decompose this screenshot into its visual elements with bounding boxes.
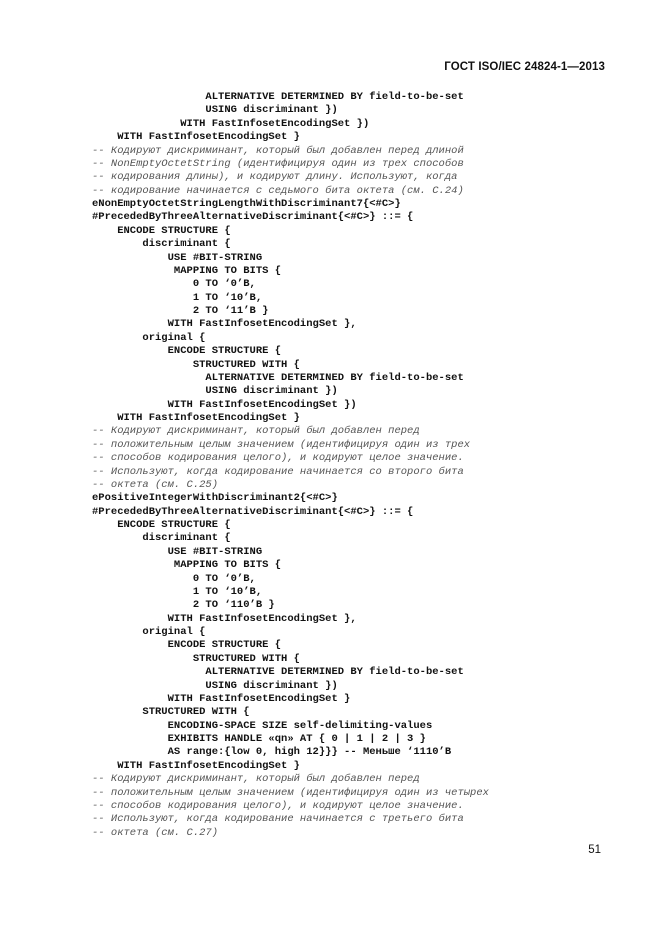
code-comment-line: -- способов кодирования целого), и кодируют целое значение. [92,799,464,812]
code-line: 2 TO ‘110’B } [92,599,275,612]
code-comment-line: -- Используют, когда кодирование начинается с третьего бита [92,813,464,826]
code-line: #PrecededByThreeAlternativeDiscriminant{<#C>} ::= { [92,211,414,224]
code-comment-line: -- способов кодирования целого), и кодируют целое значение. [92,452,464,465]
code-line: AS range:{low 0, high 12}}} -- Меньше ‘1110’B [92,746,452,759]
code-comment-line: -- Кодируют дискриминант, который был добавлен перед [92,425,420,438]
code-line: ENCODE STRUCTURE { [92,224,231,237]
code-comment-line: -- Кодируют дискриминант, который был добавлен перед [92,773,420,786]
code-line: original { [92,626,206,638]
code-comment-line: -- Кодируют дискриминант, который был добавлен перед длиной [92,144,464,157]
code-line: USE #BIT-STRING [92,251,263,264]
code-line: ALTERNATIVE DETERMINED BY field-to-be-set [92,666,464,679]
code-line: STRUCTURED WITH { [92,706,250,719]
code-line: original { [92,331,206,344]
code-line: 1 TO ‘10’B, [92,585,263,598]
document-header: ГОСТ ISO/IEC 24824-1—2013 [444,61,605,73]
code-line: 0 TO ‘0’B, [92,278,256,291]
code-line: ePositiveIntegerWithDiscriminant2{<#C>} [92,492,338,505]
code-line: WITH FastInfosetEncodingSet } [92,692,351,705]
asn1-code-listing [92,91,489,840]
code-line: WITH FastInfosetEncodingSet }, [92,612,357,625]
code-line: 2 TO ‘11’B } [92,305,269,317]
code-line: USING discriminant }) [92,385,338,398]
code-comment-line: -- октета (см. С.27) [92,826,219,839]
code-comment-line: -- октета (см. С.25) [92,478,219,491]
code-line: discriminant { [92,532,231,545]
code-line: MAPPING TO BITS { [92,559,282,572]
code-comment-line: -- положительным целым значением (идентифицируя один из четырех [92,786,489,799]
code-line: USE #BIT-STRING [92,545,263,558]
code-line: WITH FastInfosetEncodingSet }, [92,318,357,331]
code-line: ALTERNATIVE DETERMINED BY field-to-be-set [92,371,464,384]
code-line: STRUCTURED WITH { [92,358,300,371]
code-line: WITH FastInfosetEncodingSet }) [92,398,357,411]
code-line: USING discriminant }) [92,679,338,692]
code-line: STRUCTURED WITH { [92,652,300,665]
code-line: eNonEmptyOctetStringLengthWithDiscriminant7{<#C>} [92,198,401,210]
code-line: WITH FastInfosetEncodingSet } [92,759,300,772]
code-comment-line: -- кодирования длины), и кодируют длину. Используют, когда [92,171,458,184]
code-line: #PrecededByThreeAlternativeDiscriminant{<#C>} ::= { [92,505,414,518]
code-comment-line: -- Используют, когда кодирование начинается со второго бита [92,465,464,478]
code-line: ENCODE STRUCTURE { [92,345,282,358]
code-line: discriminant { [92,238,231,251]
code-line: USING discriminant }) [92,104,338,117]
code-line: ENCODE STRUCTURE { [92,519,231,531]
code-line: WITH FastInfosetEncodingSet } [92,131,300,144]
code-line: WITH FastInfosetEncodingSet } [92,412,300,424]
code-line: EXHIBITS HANDLE «qn» AT { 0 | 1 | 2 | 3 } [92,733,426,745]
page-number: 51 [588,844,601,856]
code-line: ENCODE STRUCTURE { [92,639,282,652]
code-comment-line: -- NonEmptyOctetString (идентифицируя один из трех способов [92,157,464,170]
code-line: 1 TO ‘10’B, [92,291,263,304]
code-line: MAPPING TO BITS { [92,264,282,277]
code-line: ENCODING-SPACE SIZE self-delimiting-values [92,719,433,732]
code-line: ALTERNATIVE DETERMINED BY field-to-be-set [92,91,464,103]
code-line: 0 TO ‘0’B, [92,572,256,585]
code-comment-line: -- положительным целым значением (идентифицируя один из трех [92,438,471,451]
code-line: WITH FastInfosetEncodingSet }) [92,117,370,130]
code-comment-line: -- кодирование начинается с седьмого бита октета (см. С.24) [92,184,464,197]
